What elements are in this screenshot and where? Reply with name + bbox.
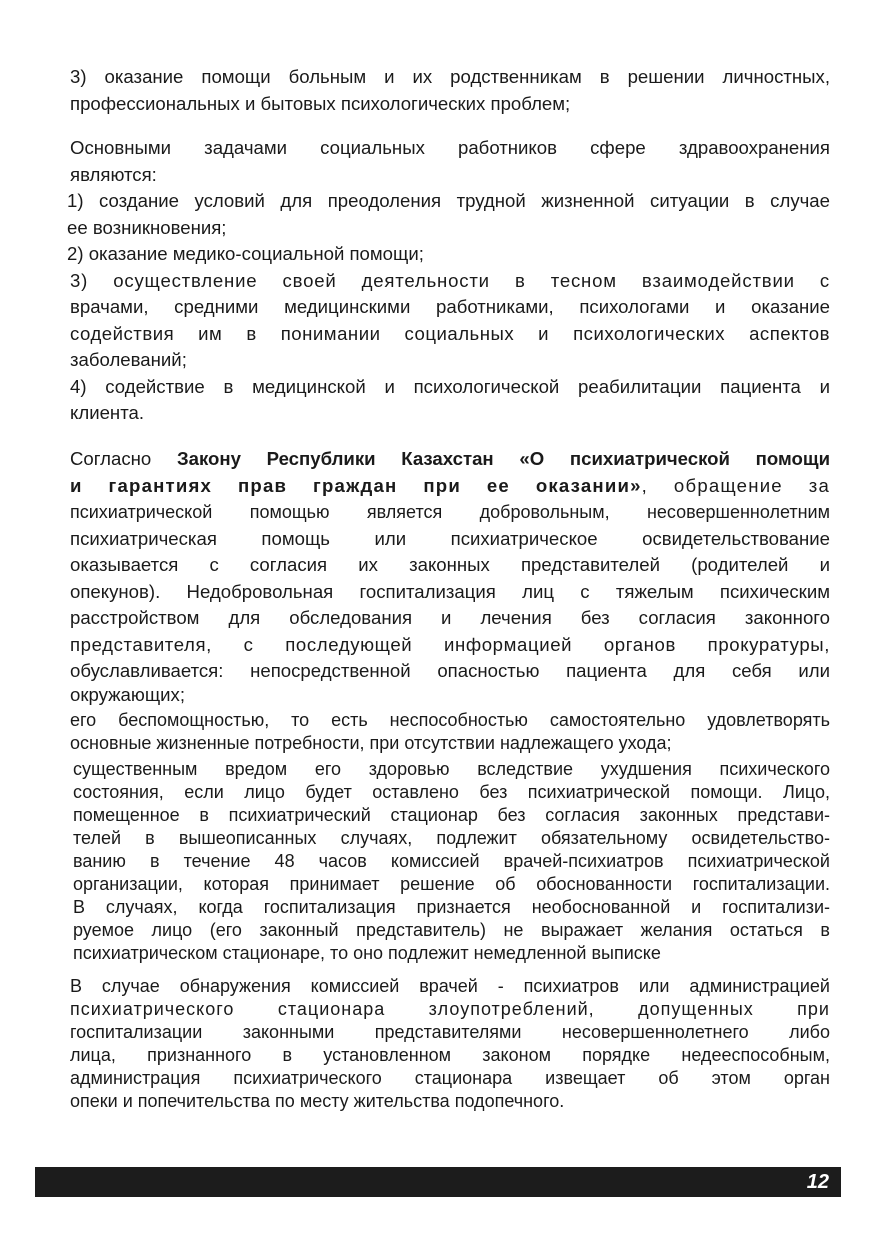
- text-line: [70, 473, 830, 500]
- text-line: руемое лицо (его законный представитель) не выражает желания остаться в: [73, 920, 830, 940]
- text-line: 1) создание условий для преодоления трудной жизненной ситуации в случае: [67, 190, 830, 211]
- text-line: В случаях, когда госпитализация признается необоснованной и госпитализи-: [73, 897, 830, 917]
- after-law-text: , обращение за: [641, 474, 830, 496]
- text-line: врачами, средними медицинскими работниками, психологами и оказание: [70, 296, 830, 317]
- paragraph-abuse-detection: [70, 975, 830, 1113]
- footer-bar: [35, 1167, 841, 1197]
- text-line: клиента.: [70, 402, 145, 423]
- paragraph-health-harm: [73, 758, 830, 965]
- text-line: опекунов). Недобровольная госпитализация лиц с тяжелым психическим: [70, 580, 830, 602]
- text-line: 3) оказание помощи больным и их родственникам в решении личностных,: [70, 66, 830, 87]
- text-line: основные жизненные потребности, при отсутствии надлежащего ухода;: [70, 733, 672, 753]
- text-line: опеки и попечительства по месту жительства подопечного.: [70, 1091, 565, 1111]
- text-line: заболеваний;: [70, 349, 187, 370]
- text-line: 3) осуществление своей деятельности в тесном взаимодействии с: [70, 269, 830, 291]
- text-line: психиатрическая помощь или психиатрическое освидетельствование: [70, 527, 830, 549]
- text-line: обуславливается: непосредственной опасностью пациента для себя или: [70, 660, 830, 681]
- text-line: помещенное в психиатрический стационар без согласия законных представи-: [73, 805, 830, 825]
- text-line: В случае обнаружения комиссией врачей - психиатров или администрацией: [70, 976, 830, 996]
- text-line: телей в вышеописанных случаях, подлежит обязательному освидетельство-: [73, 828, 830, 848]
- paragraph-psychological-help: [70, 64, 830, 117]
- text-line: ванию в течение 48 часов комиссией врачей-психиатров психиатрической: [73, 851, 830, 871]
- intro-text: Согласно: [70, 448, 152, 469]
- text-line: психиатрической помощью является добровольным, несовершеннолетним: [70, 502, 830, 522]
- paragraph-helplessness: [70, 709, 830, 755]
- text-line: 4) содействие в медицинской и психологической реабилитации пациента и: [70, 375, 830, 397]
- text-line: содействия им в понимании социальных и психологических аспектов: [70, 322, 830, 344]
- text-line: оказывается с согласия их законных представителей (родителей и: [70, 554, 830, 575]
- text-line: окружающих;: [70, 683, 185, 705]
- text-line: Основными задачами социальных работников сфере здравоохранения: [70, 137, 830, 158]
- text-line: представителя, с последующей информацией органов прокуратуры,: [70, 633, 830, 655]
- text-line: психиатрического стационара злоупотреблений, допущенных при: [70, 999, 830, 1019]
- text-line: [70, 446, 830, 473]
- text-line: психиатрическом стационаре, то оно подлежит немедленной выписке: [73, 943, 661, 963]
- paragraph-law-reference: [70, 446, 830, 705]
- text-line: профессиональных и бытовых психологических проблем;: [70, 92, 571, 114]
- text-line: 2) оказание медико-социальной помощи;: [67, 243, 424, 264]
- paragraph-social-worker-tasks: [67, 135, 830, 427]
- law-title-part1: Закону Республики Казахстан «О психиатрической помощи: [176, 448, 830, 469]
- text-line: ее возникновения;: [67, 216, 227, 238]
- law-title-part2: и гарантиях прав граждан при ее оказании»: [70, 474, 642, 496]
- text-line: состояния, если лицо будет оставлено без психиатрической помощи. Лицо,: [73, 782, 830, 802]
- text-line: организации, которая принимает решение об обоснованности госпитализации.: [73, 874, 830, 894]
- text-line: расстройством для обследования и лечения без согласия законного: [70, 607, 830, 628]
- text-line: его беспомощностью, то есть неспособностью самостоятельно удовлетворять: [70, 710, 830, 730]
- page-number: 12: [806, 1171, 829, 1193]
- text-line: госпитализации законными представителями несовершеннолетнего либо: [70, 1022, 830, 1042]
- text-line: администрация психиатрического стационара извещает об этом орган: [70, 1068, 830, 1088]
- text-line: существенным вредом его здоровью вследствие ухудшения психического: [73, 759, 830, 779]
- text-line: лица, признанного в установленном законом порядке недееспособным,: [70, 1045, 830, 1065]
- text-line: являются:: [70, 163, 157, 185]
